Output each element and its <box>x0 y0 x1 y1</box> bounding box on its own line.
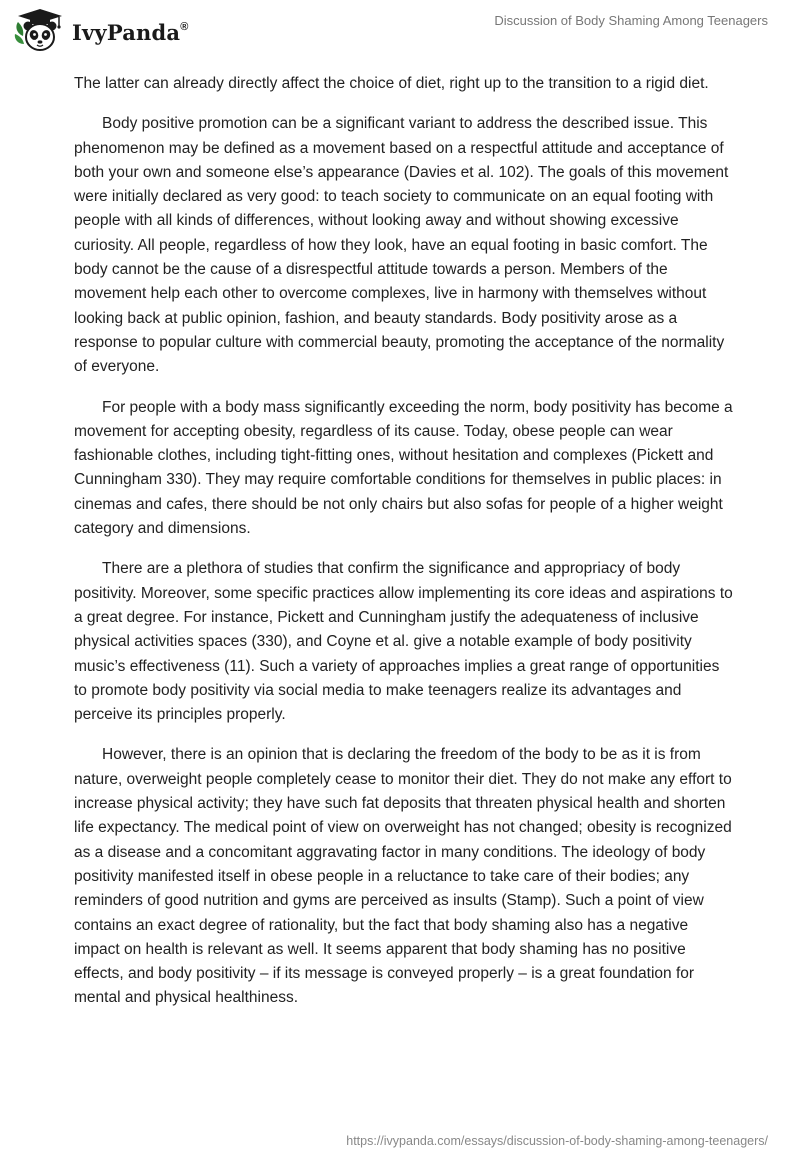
registered-mark: ® <box>180 20 189 33</box>
source-url-link[interactable]: https://ivypanda.com/essays/discussion-of-body-shaming-among-teenagers/ <box>346 1134 768 1148</box>
page-header <box>0 0 800 60</box>
document-title: Discussion of Body Shaming Among Teenagers <box>494 13 768 28</box>
paragraph: There are a plethora of studies that confirm the significance and appropriacy of body positivity. Moreover, some specific practices allow implementing its core ideas and aspirations to a great degree. For instance, Pickett and Cunningham justify the adequateness of inclusive physical activities spaces (330), and Coyne et al. give a notable example of body positivity music’s effectiveness (11). Such a variety of approaches implies a great range of opportunities to promote body positivity via social media to make teenagers realize its advantages and perceive its principles properly. <box>74 560 733 724</box>
paragraph: For people with a body mass significantly exceeding the norm, body positivity has become a movement for accepting obesity, regardless of its cause. Today, obese people can wear fashionable clothes, including tight-fitting ones, without hesitation and complexes (Pickett and Cunningham 330). They may require comfortable conditions for themselves in public places: in cinemas and cafes, there should be not only chairs but also sofas for people of a higher weight category and dimensions. <box>74 398 733 538</box>
brand-name <box>72 20 189 45</box>
paragraph: Body positive promotion can be a significant variant to address the described issue. This phenomenon may be defined as a movement based on a respectful attitude and acceptance of both your own and someone else’s appearance (Davies et al. 102). The goals of this movement were initially declared as very good: to teach society to communicate on an equal footing with people with all kinds of differences, without looking away and without showing excessive curiosity. All people, regardless of how they look, have an equal footing in basic comfort. The body cannot be the cause of a disrespectful attitude towards a person. Members of the movement help each other to overcome complexes, live in harmony with themselves without looking back at public opinion, fashion, and beauty standards. Body positivity arose as a response to popular culture with commercial beauty, promoting the acceptance of the normality of everyone. <box>74 115 729 376</box>
ivypanda-logo[interactable] <box>14 8 189 54</box>
panda-graduate-icon <box>14 8 66 54</box>
paragraph: However, there is an opinion that is declaring the freedom of the body to be as it is from nature, overweight people completely cease to monitor their diet. They do not make any effort to increase physical activity; they have such fat deposits that threaten physical health and shorten life expectancy. The medical point of view on overweight has not changed; obesity is recognized as a disease and a concomitant aggravating factor in many conditions. The ideology of body positivity manifested itself in obese people in a reluctance to take care of their bodies; any reminders of good nutrition and gyms are perceived as insults (Stamp). Such a point of view contains an exact degree of rationality, but the fact that body shaming also has a negative impact on health is relevant as well. It seems apparent that body shaming has no positive effects, and body positivity – if its message is conveyed properly – is a great foundation for mental and physical healthiness. <box>74 746 732 1007</box>
paragraph: The latter can already directly affect the choice of diet, right up to the transition to a rigid diet. <box>74 75 709 92</box>
essay-body <box>74 72 734 1027</box>
brand-text: IvyPanda <box>72 19 181 45</box>
